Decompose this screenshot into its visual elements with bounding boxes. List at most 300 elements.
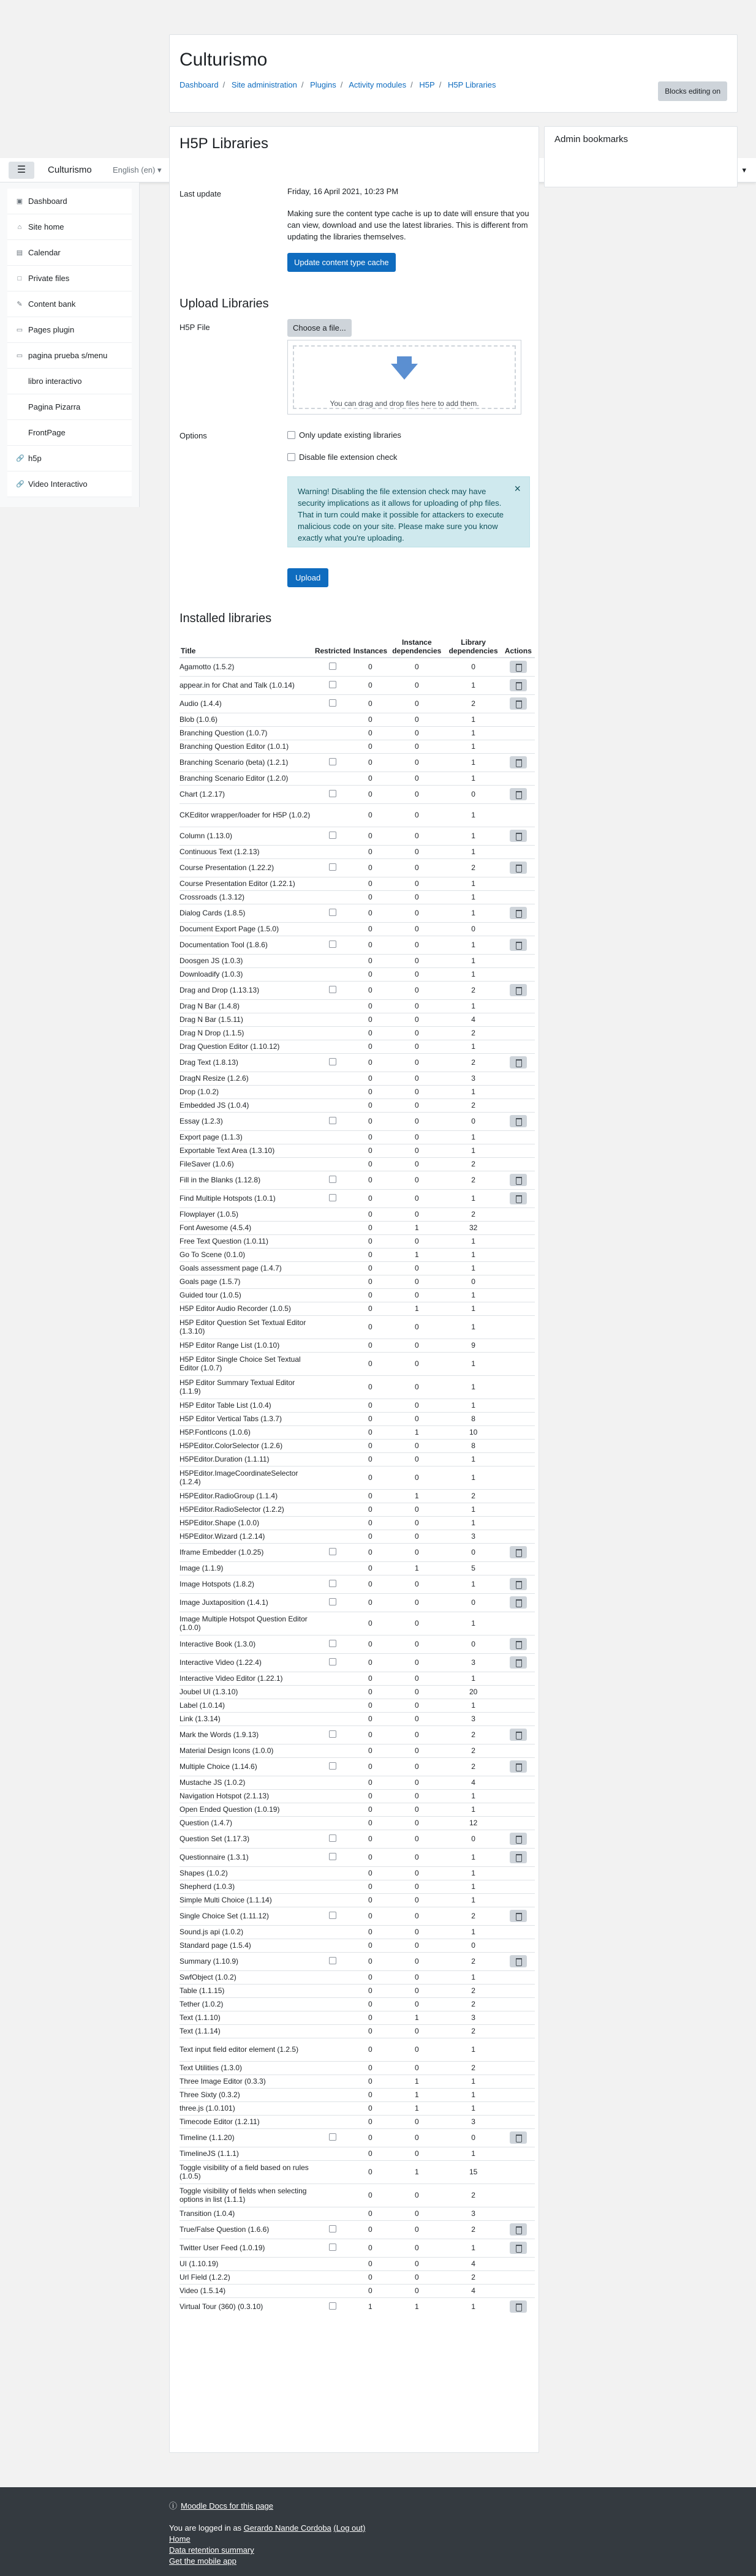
library-title: H5P Editor Range List (1.0.10) [180,1339,314,1352]
instance-dependencies-count: 1 [388,2075,445,2088]
restricted-checkbox[interactable] [329,1853,336,1860]
instance-dependencies-count: 1 [388,1248,445,1261]
instance-dependencies-count: 0 [388,1699,445,1712]
instances-count: 0 [352,1315,389,1339]
library-title: three.js (1.0.101) [180,2101,314,2115]
restricted-checkbox[interactable] [329,1834,336,1842]
restricted-cell [314,1288,352,1302]
restricted-checkbox[interactable] [329,663,336,670]
table-row [180,1248,535,1261]
table-row [180,1699,535,1712]
restricted-checkbox[interactable] [329,699,336,707]
instance-dependencies-count: 0 [388,2038,445,2061]
restricted-cell [314,1816,352,1830]
block-title: Admin bookmarks [554,134,629,145]
restricted-cell [314,2284,352,2297]
libraries-table [180,636,535,2316]
sidebar-item-dashboard[interactable] [7,189,132,214]
library-dependencies-count: 2 [445,1207,501,1221]
instance-dependencies-count: 0 [388,1612,445,1635]
library-dependencies-count: 1 [445,2239,501,2257]
col-instances: Instances [352,636,389,658]
instances-count: 0 [352,1207,389,1221]
home-link[interactable]: Home [169,2534,191,2544]
chevron-down-icon[interactable]: ▾ [742,165,746,175]
restricted-cell [314,954,352,967]
restricted-cell [314,726,352,740]
restricted-checkbox[interactable] [329,1730,336,1738]
file-icon: □ [17,274,22,282]
library-dependencies-count: 8 [445,1439,501,1452]
delete-icon[interactable] [510,1955,527,1967]
restricted-cell [314,904,352,922]
library-title: Course Presentation Editor (1.22.1) [180,877,314,890]
moodle-docs-link[interactable]: Moodle Docs for this page [181,2501,274,2510]
instance-dependencies-count: 0 [388,1072,445,1085]
library-dependencies-count: 2 [445,1725,501,1744]
instances-count: 0 [352,2061,389,2075]
instances-count: 0 [352,1653,389,1672]
instance-dependencies-count: 0 [388,2220,445,2239]
instance-dependencies-count: 0 [388,1816,445,1830]
actions-cell [502,954,535,967]
restricted-checkbox[interactable] [329,1580,336,1587]
delete-icon[interactable] [510,1833,527,1845]
restricted-cell [314,2128,352,2147]
library-dependencies-count: 0 [445,1939,501,1952]
instance-dependencies-count: 0 [388,1503,445,1516]
delete-icon[interactable] [510,1056,527,1068]
delete-icon[interactable] [510,679,527,691]
library-title: Single Choice Set (1.11.12) [180,1907,314,1925]
actions-cell [502,1997,535,2011]
library-dependencies-count: 2 [445,1157,501,1171]
actions-cell [502,877,535,890]
table-row [180,1997,535,2011]
actions-cell [502,1744,535,1757]
sidebar-item-label: Content bank [28,299,76,309]
restricted-cell [314,1352,352,1375]
instances-count: 0 [352,2239,389,2257]
table-row [180,694,535,713]
actions-cell [502,803,535,827]
restricted-checkbox[interactable] [329,790,336,797]
instance-dependencies-count: 0 [388,845,445,858]
restricted-checkbox[interactable] [329,986,336,993]
library-dependencies-count: 3 [445,2115,501,2128]
library-dependencies-count: 1 [445,753,501,772]
instance-dependencies-count: 0 [388,1939,445,1952]
delete-icon[interactable] [510,830,527,842]
library-title: Shepherd (1.0.3) [180,1880,314,1893]
instance-dependencies-count: 0 [388,1375,445,1399]
instances-count: 0 [352,1997,389,2011]
breadcrumb-h5p[interactable]: H5P [419,80,435,89]
restricted-cell [314,1561,352,1575]
restricted-checkbox[interactable] [329,1658,336,1665]
file-drop-zone[interactable] [287,340,521,415]
instances-count: 0 [352,1439,389,1452]
sidebar-item-label: pagina prueba s/menu [28,350,108,360]
library-title: H5PEditor.Shape (1.0.0) [180,1516,314,1530]
instance-dependencies-count: 0 [388,1130,445,1144]
sidebar-item-private-files[interactable] [7,266,132,291]
delete-icon[interactable] [510,1851,527,1863]
library-title: Drag Text (1.8.13) [180,1053,314,1072]
breadcrumb-plugins[interactable]: Plugins [310,80,336,89]
library-title: Doosgen JS (1.0.3) [180,954,314,967]
instance-dependencies-count: 0 [388,1085,445,1098]
delete-icon[interactable] [510,2223,527,2236]
table-row [180,1399,535,1412]
sidebar-item-label: Pagina Pizarra [28,402,81,411]
restricted-cell [314,2270,352,2284]
table-row [180,658,535,676]
delete-icon[interactable] [510,697,527,710]
actions-cell [502,1013,535,1026]
restricted-cell [314,1452,352,1466]
actions-cell [502,1925,535,1939]
restricted-checkbox[interactable] [329,2133,336,2141]
library-title: Toggle visibility of a field based on rules (1.0.5) [180,2160,314,2184]
actions-cell [502,1848,535,1866]
actions-cell [502,694,535,713]
table-row [180,1530,535,1543]
actions-cell [502,1757,535,1776]
col-library-dependencies: Library dependencies [445,636,501,658]
instance-dependencies-count: 1 [388,2088,445,2101]
library-title: Audio (1.4.4) [180,694,314,713]
instances-count: 0 [352,1248,389,1261]
instance-dependencies-count: 0 [388,1907,445,1925]
col-title: Title [180,636,314,658]
library-title: Transition (1.0.4) [180,2207,314,2220]
table-row [180,1234,535,1248]
table-row [180,858,535,877]
close-icon[interactable]: × [514,483,521,495]
instance-dependencies-count: 0 [388,922,445,936]
table-row [180,827,535,845]
delete-icon[interactable] [510,984,527,996]
restricted-cell [314,1712,352,1725]
last-update-label: Last update [180,189,221,198]
library-dependencies-count: 2 [445,2024,501,2038]
table-row [180,1302,535,1315]
restricted-checkbox[interactable] [329,1762,336,1770]
navbar-site-name[interactable]: Culturismo [48,165,92,175]
restricted-checkbox[interactable] [329,1912,336,1919]
instances-count: 0 [352,1712,389,1725]
delete-icon[interactable] [510,661,527,673]
restricted-cell [314,694,352,713]
footer-user-link[interactable]: Gerardo Nande Cordoba [243,2523,331,2533]
instance-dependencies-count: 0 [388,1013,445,1026]
library-title: Twitter User Feed (1.0.19) [180,2239,314,2257]
library-title: Go To Scene (0.1.0) [180,1248,314,1261]
library-title: appear.in for Chat and Talk (1.0.14) [180,676,314,694]
instances-count: 0 [352,1375,389,1399]
sidebar-item-content-bank[interactable] [7,291,132,317]
table-row [180,2101,535,2115]
actions-cell [502,1503,535,1516]
sidebar-item-pages-plugin[interactable] [7,317,132,343]
delete-icon[interactable] [510,1760,527,1773]
upload-button[interactable]: Upload [287,568,328,587]
table-row [180,1275,535,1288]
library-title: Multiple Choice (1.14.6) [180,1757,314,1776]
library-title: Question Set (1.17.3) [180,1830,314,1848]
instances-count: 0 [352,1952,389,1970]
actions-cell [502,740,535,753]
library-title: H5PEditor.ImageCoordinateSelector (1.2.4) [180,1466,314,1489]
instance-dependencies-count: 0 [388,1952,445,1970]
library-dependencies-count: 1 [445,1040,501,1053]
mobile-app-link[interactable]: Get the mobile app [169,2556,236,2566]
sidebar-item-label: Pages plugin [28,325,75,334]
instances-count: 0 [352,2207,389,2220]
disable-check-checkbox[interactable] [287,453,295,461]
actions-cell [502,1880,535,1893]
library-dependencies-count: 1 [445,1893,501,1907]
table-row [180,1925,535,1939]
delete-icon[interactable] [510,1174,527,1186]
restricted-checkbox[interactable] [329,1548,336,1555]
library-title: Questionnaire (1.3.1) [180,1848,314,1866]
breadcrumb-dashboard[interactable]: Dashboard [180,80,219,89]
restricted-checkbox[interactable] [329,681,336,688]
table-row [180,1685,535,1699]
instance-dependencies-count: 0 [388,1672,445,1685]
library-dependencies-count: 4 [445,2284,501,2297]
delete-icon[interactable] [510,1546,527,1558]
restricted-checkbox[interactable] [329,2225,336,2232]
actions-cell [502,827,535,845]
restricted-checkbox[interactable] [329,1194,336,1201]
table-row [180,2160,535,2184]
delete-icon[interactable] [510,939,527,951]
delete-icon[interactable] [510,788,527,800]
library-title: Label (1.0.14) [180,1699,314,1712]
table-row [180,954,535,967]
update-cache-button[interactable]: Update content type cache [287,253,396,272]
restricted-cell [314,658,352,676]
actions-cell [502,1952,535,1970]
table-row [180,726,535,740]
blocks-editing-button[interactable]: Blocks editing on [658,81,727,101]
actions-cell [502,1830,535,1848]
library-dependencies-count: 1 [445,726,501,740]
data-retention-link[interactable]: Data retention summary [169,2545,254,2555]
library-title: Iframe Embedder (1.0.25) [180,1543,314,1561]
actions-cell [502,1425,535,1439]
library-dependencies-count: 1 [445,1866,501,1880]
restricted-checkbox[interactable] [329,2302,336,2310]
library-title: Exportable Text Area (1.3.10) [180,1144,314,1157]
instances-count: 0 [352,1984,389,1997]
actions-cell [502,1144,535,1157]
delete-icon[interactable] [510,1596,527,1609]
dashboard-icon: ▣ [16,197,23,205]
library-dependencies-count: 2 [445,981,501,999]
col-instance-dependencies: Instance dependencies [388,636,445,658]
delete-icon[interactable] [510,1578,527,1590]
table-row [180,922,535,936]
delete-icon[interactable] [510,1656,527,1669]
table-row [180,1207,535,1221]
instances-count: 0 [352,1685,389,1699]
sidebar-item-frontpage[interactable] [7,420,132,446]
restricted-checkbox[interactable] [329,832,336,839]
delete-icon[interactable] [510,1910,527,1922]
library-title: Dialog Cards (1.8.5) [180,904,314,922]
instance-dependencies-count: 0 [388,772,445,785]
restricted-cell [314,999,352,1013]
instance-dependencies-count: 1 [388,1489,445,1503]
instance-dependencies-count: 0 [388,1144,445,1157]
restricted-checkbox[interactable] [329,909,336,916]
table-row [180,2297,535,2316]
actions-cell [502,2128,535,2147]
instances-count: 0 [352,1907,389,1925]
library-dependencies-count: 3 [445,1712,501,1725]
table-row [180,1171,535,1189]
library-dependencies-count: 1 [445,676,501,694]
restricted-cell [314,936,352,954]
actions-cell [502,1221,535,1234]
library-title: Image Juxtaposition (1.4.1) [180,1593,314,1612]
sidebar-item-pagina-prueba[interactable] [7,343,132,369]
table-row [180,877,535,890]
instances-count: 0 [352,1261,389,1275]
breadcrumb-activity-modules[interactable]: Activity modules [349,80,407,89]
sidebar-item-site-home[interactable] [7,214,132,240]
actions-cell [502,2160,535,2184]
instances-count: 0 [352,2147,389,2160]
delete-icon[interactable] [510,2300,527,2313]
restricted-checkbox[interactable] [329,941,336,948]
library-dependencies-count: 1 [445,999,501,1013]
library-title: Interactive Book (1.3.0) [180,1635,314,1653]
instances-count: 0 [352,658,389,676]
library-title: SwfObject (1.0.2) [180,1970,314,1984]
library-dependencies-count: 1 [445,904,501,922]
library-title: Course Presentation (1.22.2) [180,858,314,877]
only-update-checkbox[interactable] [287,431,295,439]
instances-count: 0 [352,676,389,694]
library-title: Branching Question Editor (1.0.1) [180,740,314,753]
delete-icon[interactable] [510,1638,527,1650]
library-title: Text (1.1.10) [180,2011,314,2024]
breadcrumb-site-administration[interactable]: Site administration [231,80,297,89]
restricted-checkbox[interactable] [329,1117,336,1124]
table-row [180,1712,535,1725]
actions-cell [502,2220,535,2239]
delete-icon[interactable] [510,907,527,919]
delete-icon[interactable] [510,2242,527,2254]
restricted-checkbox[interactable] [329,758,336,765]
menu-toggle-icon[interactable]: ☰ [9,162,34,179]
logout-link[interactable]: (Log out) [333,2523,366,2533]
library-title: CKEditor wrapper/loader for H5P (1.0.2) [180,803,314,827]
delete-icon[interactable] [510,862,527,874]
folder-icon: ▭ [16,351,23,359]
instance-dependencies-count: 0 [388,2207,445,2220]
instances-count: 0 [352,1503,389,1516]
actions-cell [502,936,535,954]
library-dependencies-count: 2 [445,2270,501,2284]
paint-icon: ✎ [17,300,23,308]
option-disable-check[interactable]: Disable file extension check [287,451,530,463]
delete-icon[interactable] [510,2131,527,2144]
sidebar-item-pagina-pizarra[interactable] [7,394,132,420]
instances-count: 0 [352,2038,389,2061]
delete-icon[interactable] [510,1729,527,1741]
restricted-cell [314,2184,352,2207]
sidebar-item-video-interactivo[interactable] [7,471,132,497]
table-row [180,1776,535,1789]
actions-cell [502,2207,535,2220]
calendar-icon: ▤ [16,249,23,257]
sidebar-item-libro-interactivo[interactable] [7,369,132,394]
library-dependencies-count: 1 [445,936,501,954]
table-row [180,1672,535,1685]
restricted-checkbox[interactable] [329,1176,336,1183]
restricted-cell [314,1315,352,1339]
instances-count: 0 [352,1399,389,1412]
table-row [180,2038,535,2061]
restricted-checkbox[interactable] [329,1058,336,1065]
instance-dependencies-count: 0 [388,1725,445,1744]
delete-icon[interactable] [510,1115,527,1127]
restricted-cell [314,713,352,726]
language-menu[interactable]: English (en) ▾ [113,165,162,175]
sidebar-item-label: Dashboard [28,196,67,206]
instances-count: 0 [352,1352,389,1375]
actions-cell [502,1635,535,1653]
table-row [180,2257,535,2270]
library-dependencies-count: 3 [445,1653,501,1672]
library-title: Image (1.1.9) [180,1561,314,1575]
restricted-checkbox[interactable] [329,863,336,871]
delete-icon[interactable] [510,1192,527,1204]
actions-cell [502,1412,535,1425]
library-dependencies-count: 0 [445,1830,501,1848]
actions-cell [502,890,535,904]
restricted-cell [314,1952,352,1970]
instance-dependencies-count: 0 [388,1053,445,1072]
instance-dependencies-count: 0 [388,1925,445,1939]
choose-file-button[interactable]: Choose a file... [287,319,352,337]
restricted-checkbox[interactable] [329,1640,336,1647]
restricted-checkbox[interactable] [329,2244,336,2251]
restricted-checkbox[interactable] [329,1598,336,1605]
option-only-update[interactable]: Only update existing libraries [287,429,530,441]
instance-dependencies-count: 0 [388,890,445,904]
breadcrumb-h5p-libraries[interactable]: H5P Libraries [447,80,496,89]
restricted-checkbox[interactable] [329,1957,336,1964]
sidebar-item-h5p[interactable] [7,446,132,471]
delete-icon[interactable] [510,756,527,768]
restricted-cell [314,1157,352,1171]
instances-count: 0 [352,2115,389,2128]
instance-dependencies-count: 0 [388,2270,445,2284]
library-title: Interactive Video Editor (1.22.1) [180,1672,314,1685]
instance-dependencies-count: 0 [388,1352,445,1375]
library-dependencies-count: 8 [445,1412,501,1425]
restricted-cell [314,1907,352,1925]
restricted-cell [314,1130,352,1144]
sidebar-item-calendar[interactable] [7,240,132,266]
